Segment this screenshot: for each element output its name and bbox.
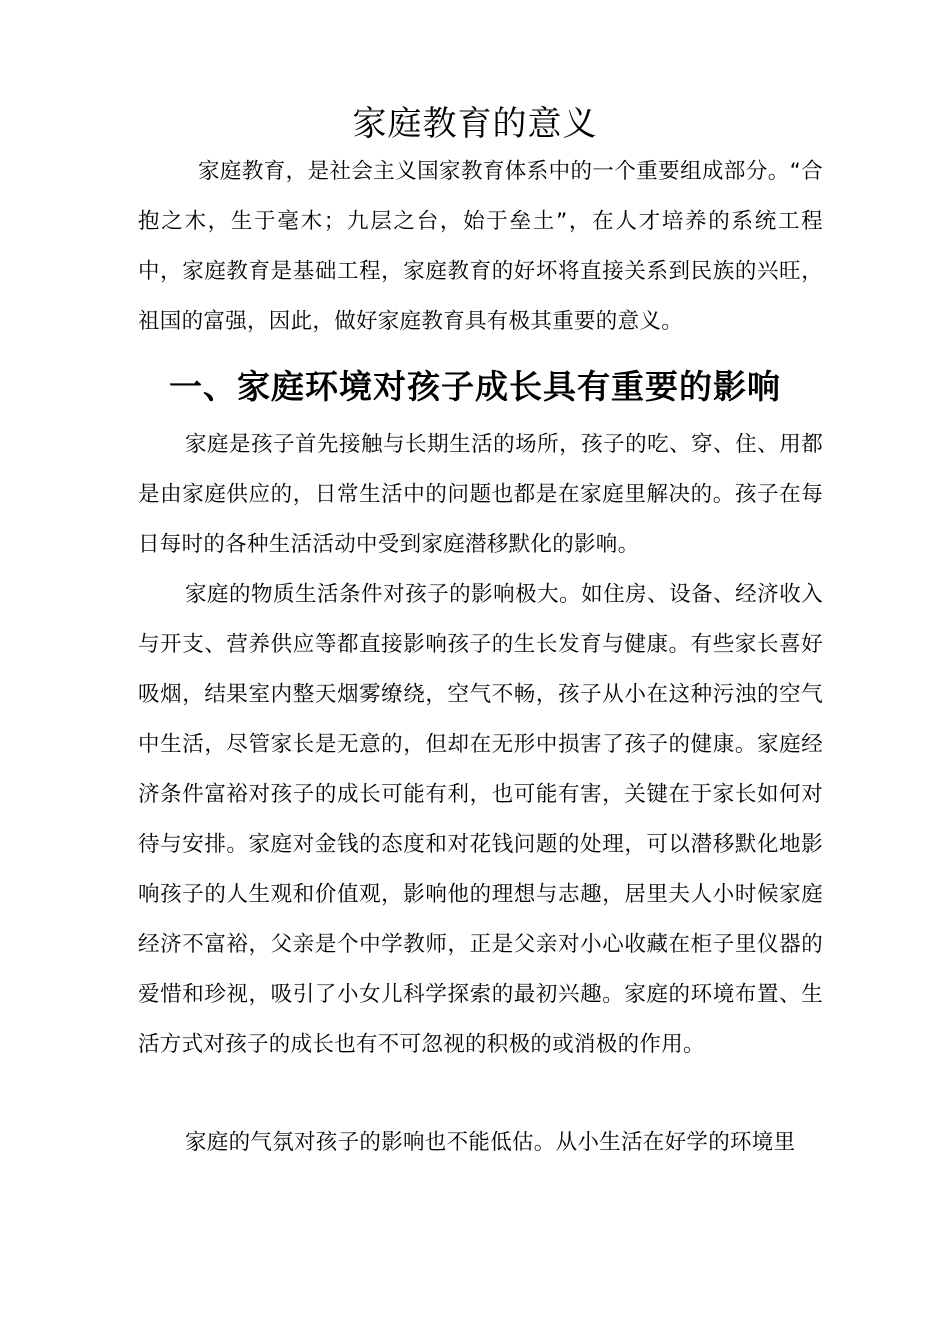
body-paragraph-1: 家庭是孩子首先接触与长期生活的场所，孩子的吃、穿、住、用都是由家庭供应的，日常生活中的问题也都是在家庭里解决的。孩子在每日每时的各种生活活动中受到家庭潜移默化的影响。 xyxy=(138,432,823,557)
intro-paragraph: 家庭教育，是社会主义国家教育体系中的一个重要组成部分。“合抱之木，生于毫木；九层之台，始于垒土”，在人才培养的系统工程中，家庭教育是基础工程，家庭教育的好坏将直接关系到民族的兴旺，祖国的富强，因此，做好家庭教育具有极其重要的意义。 xyxy=(138,159,823,334)
body-paragraph-3: 家庭的气氛对孩子的影响也不能低估。从小生活在好学的环境里 xyxy=(185,1130,796,1155)
body-paragraph-2: 家庭的物质生活条件对孩子的影响极大。如住房、设备、经济收入与开支、营养供应等都直接影响孩子的生长发育与健康。有些家长喜好吸烟，结果室内整天烟雾缭绕，空气不畅，孩子从小在这种污浊的空气中生活，尽管家长是无意的，但却在无形中损害了孩子的健康。家庭经济条件富裕对孩子的成长可能有利，也可能有害，关键在于家长如何对待与安排。家庭对金钱的态度和对花钱问题的处理，可以潜移默化地影响孩子的人生观和价值观，影响他的理想与志趣，居里夫人小时候家庭经济不富裕，父亲是个中学教师，正是父亲对小心收藏在柜子里仪器的爱惜和珍视，吸引了小女儿科学探索的最初兴趣。家庭的环境布置、生活方式对孩子的成长也有不可忽视的积极的或消极的作用。 xyxy=(138,582,823,1057)
document-title: 家庭教育的意义 xyxy=(352,104,598,144)
section-heading: 一、家庭环境对孩子成长具有重要的影响 xyxy=(169,367,781,406)
